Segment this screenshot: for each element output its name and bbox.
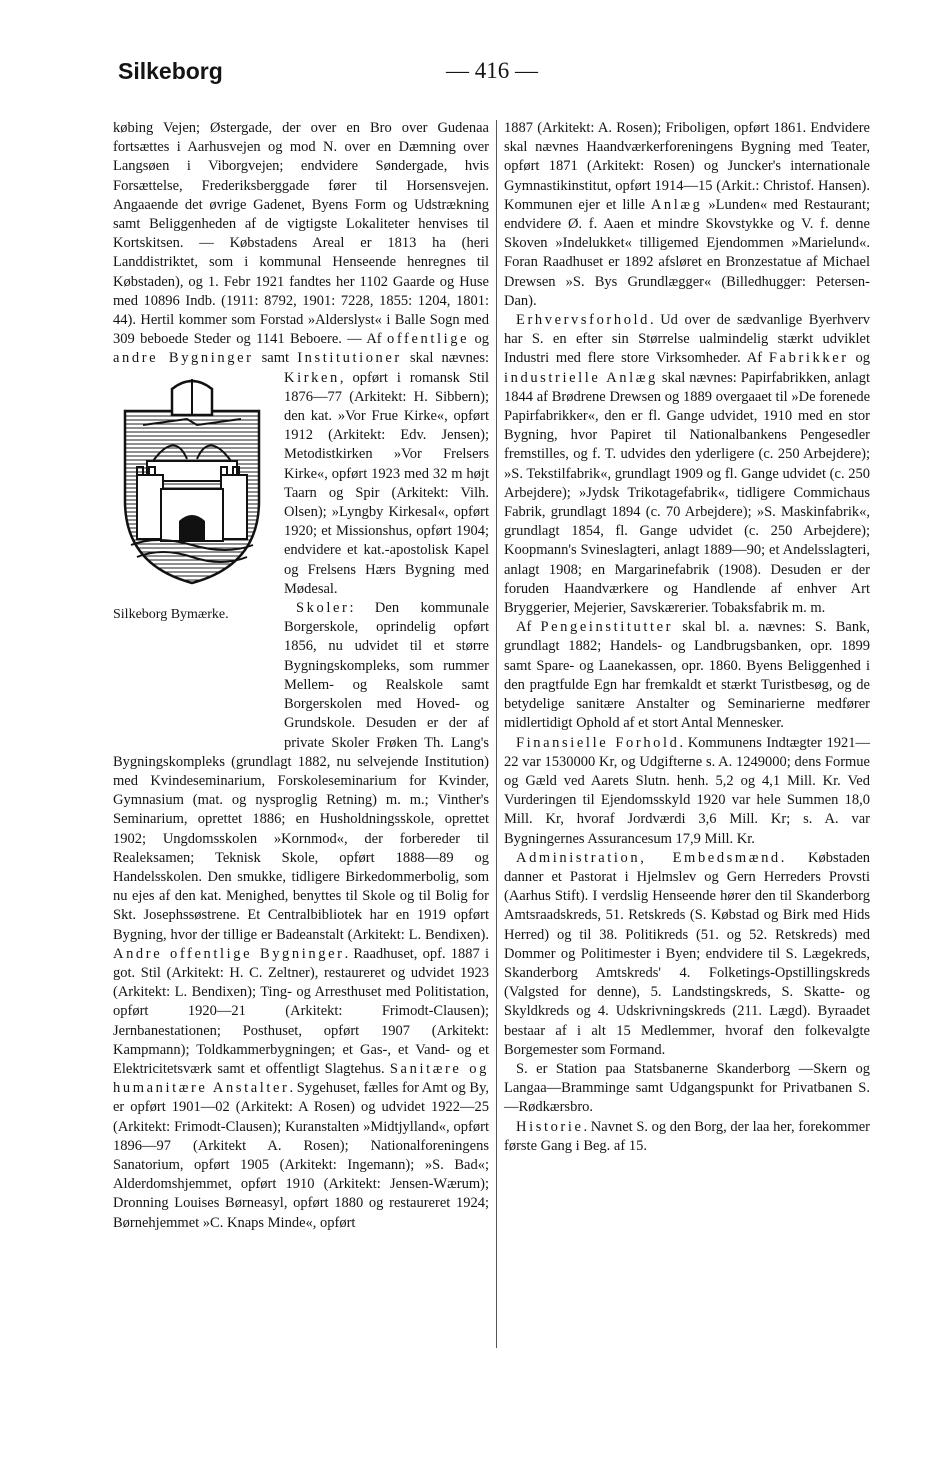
page-header <box>118 58 870 98</box>
paragraph-text: , opført i romansk Stil 1876—77 (Arkitekt: H. Sibbern); den kat. »Vor Frue Kirke«, opført 1912 (Arkitekt: Edv. Jensen); Metodistkirken »Vor Frelsers Kirke«, opført 1923 med 32 m højt Taarn og Spir (Arkitekt: Vilh. Olsen); »Lyngby Kirkesal«, opført 1920; et Missionshus, opført 1904; endvidere et kat.-apostolisk Kapel og Frelsens Hærs Bygning med Mødesal. <box>284 369 489 597</box>
paragraph-text: og <box>469 331 490 348</box>
paragraph <box>504 734 870 849</box>
paragraph-text: . Ud over de sædvanlige Byerhverv har S. en efter sin Størrelse ualmindelig stærkt udviklet Industri med flere store Virksomheder. Af <box>504 312 870 367</box>
spaced-heading: Andre offentlige Bygninger <box>113 945 345 962</box>
column-divider <box>496 120 497 1348</box>
spaced-heading: Sanitære og humanitære Anstalter <box>113 1060 489 1097</box>
spaced-heading: Finansielle Forhold <box>516 734 680 751</box>
paragraph <box>504 119 870 311</box>
paragraph <box>504 311 870 618</box>
spaced-heading: industrielle Anlæg <box>504 369 658 386</box>
coat-of-arms-icon <box>117 375 267 587</box>
left-column <box>113 119 489 1233</box>
spaced-heading: Erhvervsforhold <box>516 312 651 329</box>
spaced-heading: Anlæg <box>650 196 703 213</box>
paragraph-text: . Raadhuset, opf. 1887 i got. Stil (Arkitekt: H. C. Zeltner), restaureret og udvidet 1923 (Arkitekt: L. Bendixen); Ting- og Arresthuset med Politistation, opført 1920—21 (Arkitekt: Frimodt-Clausen); Jernbanestationen; Posthuset, opført 1907 (Arkitekt: Kampmann); Toldkammerbygningen; et Gas-, et Vand- og et Elektricitetsværk samt et offentligt Slagtehus. <box>113 945 489 1077</box>
paragraph-text: skal nævnes: Papirfabrikken, anlagt 1844 af Brødrene Drewsen og 1889 overgaaet til »De forenede Papirfabrikker«, den er fl. Gange udvidet, 1910 med en stor Bygning, hvor Papiret til Nationalbankens Pengesedler fremstilles, og f. T. udvides den yderligere (c. 250 Arbejdere); »S. Tekstilfabrik«, grundlagt 1909 og fl. Gange udvidet (c. 250 Arbejdere); »Jydsk Trikotagefabrik«, tidligere Commichaus Fabrik, grundlagt 1894 (c. 70 Arbejdere); »S. Maskinfabrik«, grundlagt 1854, fl. Gange udvidet (c. 250 Arbejdere); Koopmann's Svineslagteri, anlagt 1889—90; et Andelsslagteri, anlagt 1908; en Margarinefabrik (1908). Desuden er der foruden Haandværkere og Handlende af enhver Art Bryggerier, Mejerier, Savskærerier. Tobaksfabrik m. m. <box>504 369 870 617</box>
spaced-heading: andre Bygninger <box>113 350 254 367</box>
paragraph <box>504 618 870 733</box>
paragraph-text: 1887 (Arkitekt: A. Rosen); Friboligen, opført 1861. Endvidere skal nævnes Haandværkerforeningens Bygning med Teater, opført 1871 (Arkitekt: Rosen) og Juncker's internationale Gymnastikinstitut, opført 1914—15 (Arkit.: Christof. Hansen). Kommunen ejer et lille <box>504 120 870 213</box>
spaced-heading: Institutioner <box>297 350 402 367</box>
figure-caption: Silkeborg Bymærke. <box>113 606 229 622</box>
paragraph-text: . Navnet S. og den Borg, der laa her, forekommer første Gang i Beg. af 15. <box>504 1118 870 1154</box>
right-column <box>504 119 870 1156</box>
spaced-heading: Skoler <box>296 600 350 617</box>
paragraph-text: skal bl. a. nævnes: S. Bank, grundlagt 1882; Handels- og Landbrugsbanken, opr. 1899 samt Spare- og Laanekassen, opr. 1860. Byens Beliggenhed i den pragtfulde Egn har fremkaldt et stærkt Turistbesøg, og de betydelige sanitære Anstalter og Seminarierne medfører midlertidigt Ophold af et stort Antal Mennesker. <box>504 619 870 732</box>
paragraph-text: . Sygehuset, fælles for Amt og By, er opført 1901—02 (Arkitekt: A Rosen) og udvidet 1922—25 (Arkitekt: Frimodt-Clausen); Kuranstalten »Midtjylland«, opført 1896—97 (Arkitekt A. Rosen); Nationalforeningens Sanatorium, opført 1905 (Arkitekt: Ingemann); »S. Bad«; Alderdomshjemmet, opført 1910 (Arkitekt: Jensen-Wærum); Dronning Louises Børneasyl, opført 1880 og restaureret 1924; Børnehjemmet »C. Knaps Minde«, opført <box>113 1080 489 1231</box>
paragraph-text: »Lunden« med Restaurant; endvidere Ø. f. Aaen et mindre Skovstykke og V. f. denne Skoven »Indelukket« tilligemed Ejendommen »Marielund«. Foran Raadhuset er 1892 afsløret en Bronzestatue af Michael Drewsen »S. Bys Grundlægger« (Billedhugger: Petersen-Dan). <box>504 196 870 309</box>
paragraph <box>504 1060 870 1118</box>
spaced-heading: Historie <box>516 1118 584 1135</box>
paragraph-text: : Den kommunale Borgerskole, oprindelig opført 1856, nu udvidet til et større Bygningskompleks, som rummer Mellem- og Realskole samt Borgerskolen med Hoved- og Grundskole. Desuden er der af private Skoler Frøken Th. Lang's Bygningskompleks (grundlagt 1882, nu selvejende Institution) med Kvindeseminarium, Forskoleseminarium for Kvinder, Gymnasium (mat. og nysproglig Retning) m. m.; Vinther's Seminarium, oprettet 1886; en Husholdningsskole, oprettet 1902; Ungdomsskolen »Kornmod«, der forbereder til Realeksamen; Teknisk Skole, opført 1888—89 og Handelsskolen. Den smukke, tidligere Birkedommerbolig, som nu ejes af den kat. Menighed, benyttes til Skole og til Bolig for Skt. Josephssøstrene. Et Centralbibliotek har en 1919 opført Bygning, hvor der tillige er Badeanstalt (Arkitekt: L. Bendixen). <box>113 600 489 943</box>
spaced-heading: Pengeinstitutter <box>540 619 674 636</box>
paragraph-text: Af <box>516 619 541 636</box>
paragraph-text: . Kommunens Indtægter 1921—22 var 1530000 Kr, og Udgifterne s. A. 1249000; dens Formue og Gæld ved Aarets Slutn. henh. 5,2 og 4,1 Mill. Kr. Ved Vurderingen til Ejendomsskyld 1920 var hele Summen 18,0 Mill. Kr, hvoraf Jordværdi 3,6 Mill. Kr; s. A. var Bygningernes Assurancesum 17,9 Mill. Kr. <box>504 734 870 847</box>
spaced-heading: offentlige <box>387 331 470 348</box>
spaced-heading: Administration, Embedsmænd <box>516 849 781 866</box>
running-head: Silkeborg <box>118 58 223 84</box>
spaced-heading: Fabrikker <box>768 350 849 367</box>
paragraph-text: samt <box>253 350 298 367</box>
paragraph <box>504 1118 870 1156</box>
paragraph-text: S. er Station paa Statsbanerne Skanderborg —Skern og Langaa—Bramminge samt Udgangspunkt for Privatbanen S.—Rødkærsbro. <box>504 1060 870 1116</box>
coat-of-arms-figure <box>113 371 276 743</box>
page-number: — 416 — <box>446 58 538 83</box>
paragraph-text: skal nævnes: <box>401 350 490 367</box>
paragraph-text: og <box>848 350 870 367</box>
paragraph-text: . Købstaden danner et Pastorat i Hjelmslev og Gern Herreders Provsti (Aarhus Stift). I verdslig Henseende hører den til Skanderborg Amtsraadskreds, 51. Retskreds (S. Købstad og Birk med Hids Herred) og til 38. Politikreds (51. og 52. Retskreds) med Dommer og Politimester i Byen; endvidere til S. Lægekreds, Skanderborg Amtskreds' 4. Folketings-Opstillingskreds (Valgsted for denne), 5. Landstingskreds, S. Skatte- og Skyldkreds og 4. Udskrivningskreds (211. Lægd). Byraadet bestaar af i alt 15 Medlemmer, hvoraf den folkevalgte Borgemester som Formand. <box>504 849 870 1058</box>
paragraph <box>504 849 870 1060</box>
spaced-heading: Kirken <box>284 369 340 386</box>
paragraph-text: købing Vejen; Østergade, der over en Bro over Gudenaa fortsættes i Aarhusvejen og mod N. over en Dæmning over Langsøen i Viborgvejen; endvidere Søndergade, hvis Forsættelse, Frederiksberggade fører til Horsensvejen. Angaaende det øvrige Gadenet, Byens Form og Udstrækning samt Beliggenheden af de vigtigste Lokaliteter henvises til Kortskitsen. — Købstadens Areal er 1813 ha (heri Landdistriktet, som i kommunal Henseende henregnes til Købstaden), og 1. Febr 1921 fandtes her 1102 Gaarde og Huse med 10896 Indb. (1911: 8792, 1901: 7228, 1855: 1204, 1801: 44). Hertil kommer som Forstad »Alderslyst« i Balle Sogn med 309 beboede Steder og 1141 Beboere. — Af <box>113 120 489 348</box>
